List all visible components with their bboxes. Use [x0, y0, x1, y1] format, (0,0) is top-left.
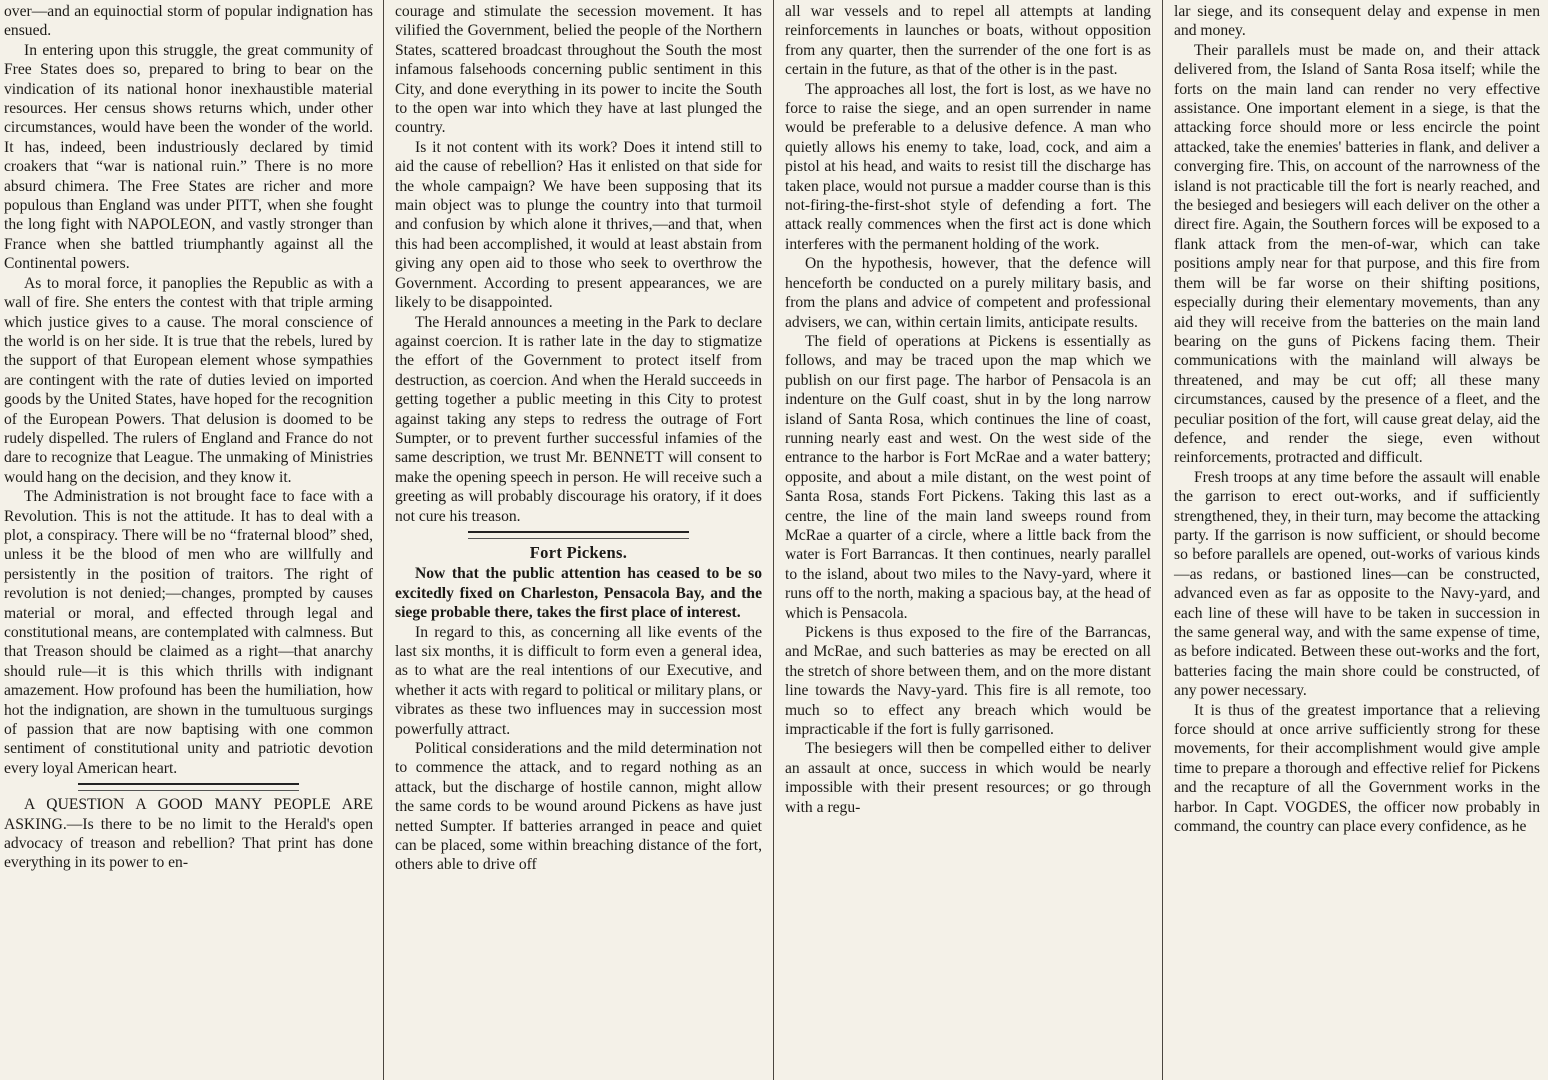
paragraph: The besiegers will then be compelled either to deliver an assault at once, success in which would be nearly impossible with their present resources; or go through with a regu- [785, 740, 1151, 816]
paragraph: It is thus of the greatest importance that a relieving force should at once arrive sufficiently strong for these movements, for their accomplishment would give ample time to prepare a thorough and effective relief for Pickens and the recapture of all the Government works in the harbor. In Capt. VOGDES, the officer now probably in command, the country can place every confidence, as he [1174, 701, 1540, 836]
paragraph: over—and an equinoctial storm of popular indignation has ensued. [4, 3, 373, 40]
paragraph: The Herald announces a meeting in the Park to declare against coercion. It is rather late in the day to stigmatize the effort of the Government to protect itself from destruction, as coercion. And when the Herald succeeds in getting together a public meeting in this City to protest against taking any steps to redress the outrage of Fort Sumpter, or to prevent further successful infamies of the same description, we trust Mr. BENNETT will consent to make the opening speech in person. He will receive such a greeting as will probably discourage his oratory, if it does not cure his treason. [395, 313, 762, 525]
paragraph: Fresh troops at any time before the assault will enable the garrison to erect out-works, and if sufficiently strengthened, they, in their turn, may become the attacking party. If the garrison is now sufficient, or should become so before parallels are opened, out-works of various kinds—as redans, or bastioned lines—can be constructed, advanced even as far as opposite to the Navy-yard, and each line of these will have to be taken in succession in the same general way, and with the same expense of time, as before indicated. Between these out-works and the fort, batteries facing the main shore could be constructed, of any power necessary. [1174, 468, 1540, 700]
section-divider [78, 783, 299, 791]
column-rule [773, 0, 774, 1080]
paragraph: Pickens is thus exposed to the fire of the Barrancas, and McRae, and such batteries as may be erected on all the stretch of shore between them, and on the more distant line towards the Navy-yard. This fire is all remote, too much so to effect any breach which would be impracticable if the fort is fully garrisoned. [785, 624, 1151, 739]
paragraph: Is it not content with its work? Does it intend still to aid the cause of rebellion? Has it enlisted on that side for the whole campaign? We have been supposing that its main object was to plunge the country into that turmoil and confusion by which alone it thrives,—and that, when this had been accomplished, it would at least abstain from giving any open aid to those who seek to overthrow the Government. According to present appearances, we are likely to be disappointed. [395, 138, 762, 312]
paragraph: In entering upon this struggle, the great community of Free States does so, prepared to bring to bear on the vindication of its national honor inexhaustible material resources. Her census shows returns which, under other circumstances, would have been the wonder of the world. It has, indeed, been industriously declared by timid croakers that “war is national ruin.” There is no more absurd chimera. The Free States are richer and more populous than England was under PITT, when she fought the long fight with NAPOLEON, and vastly stronger than France when she battled triumphantly against all the Continental powers. [4, 41, 373, 273]
paragraph: courage and stimulate the secession movement. It has vilified the Government, belied the people of the Northern States, scattered broadcast throughout the South the most infamous falsehoods concerning public sentiment in this City, and done everything in its power to incite the South to the open war into which they have at last plunged the country. [395, 3, 762, 137]
paragraph: Their parallels must be made on, and their attack delivered from, the Island of Santa Rosa itself; while the forts on the main land can render no very effective assistance. One important element in a siege, is that the attacking force should more or less encircle the point attacked, take the enemies' batteries in flank, and deliver a converging fire. This, on account of the narrowness of the island is not practicable till the fort is nearly reached, and the besieged and besiegers will each deliver on the other a direct fire. Again, the Southern forces will be exposed to a flank attack from the men-of-war, which can take positions amply near for that purpose, and this fire from them will be far worse on their shifting positions, especially during their elementary movements, than any aid they will receive from the batteries on the main land bearing on the guns of Pickens facing them. Their communications with the mainland will always be threatened, and may be cut off; all these many circumstances, caused by the presence of a fleet, and the peculiar position of the fort, will cause great delay, aid the defence, and render the siege, even without reinforcements, protracted and difficult. [1174, 41, 1540, 467]
section-divider [468, 531, 688, 539]
paragraph: In regard to this, as concerning all like events of the last six months, it is difficult to form even a general idea, as to what are the real intentions of our Executive, and whether it acts with regard to political or military plans, or vibrates as these two influences may in succession most powerfully attract. [395, 623, 762, 738]
paragraph: lar siege, and its consequent delay and expense in men and money. [1174, 3, 1540, 40]
paragraph: Now that the public attention has ceased to be so excitedly fixed on Charleston, Pensacola Bay, and the siege probable there, takes the first place of interest. [395, 565, 762, 622]
paragraph: The Administration is not brought face to face with a Revolution. This is not the attitude. It has to deal with a plot, a conspiracy. There will be no “fraternal blood” shed, unless it be the blood of men who are willfully and persistently in the position of traitors. The right of revolution is not denied;—changes, prompted by causes material or moral, and effected through legal and constitutional means, are contemplated with calmness. But that Treason should be claimed as a right—that anarchy should rule—it is this which thrills with indignant amazement. How profound has been the humiliation, how hot the indignation, are shown in the tumultuous surgings of passion that are now baptising with one common sentiment of constitutional unity and patriotic devotion every loyal American heart. [4, 488, 373, 777]
column-rule [1162, 0, 1163, 1080]
column-2 [389, 0, 768, 1080]
paragraph: The field of operations at Pickens is essentially as follows, and may be traced upon the map which we publish on our first page. The harbor of Pensacola is an indenture on the Gulf coast, shut in by the long narrow island of Santa Rosa, which continues the line of coast, running nearly east and west. On the west side of the entrance to the harbor is Fort McRae and a water battery; opposite, and about a mile distant, on the west point of Santa Rosa, stands Fort Pickens. Taking this last as a centre, the line of the main land sweeps round from McRae a quarter of a circle, where a little back from the water is Fort Barrancas. It then continues, nearly parallel to the island, about two miles to the Navy-yard, where it runs off to the north, making a spacious bay, at the head of which is Pensacola. [785, 332, 1151, 622]
article-heading: Fort Pickens. [529, 542, 628, 562]
column-4 [1168, 0, 1548, 1080]
paragraph: The approaches all lost, the fort is lost, as we have no force to raise the siege, and an open surrender in name would be preferable to a delusive defence. A man who quietly allows his enemy to take, load, cock, and aim a pistol at his head, and waits to resist till the discharge has taken place, would not pursue a madder course than is this not-firing-the-first-shot style of defending a fort. The attack really commences when the first act is done which interferes with the permanent holding of the work. [785, 80, 1151, 253]
paragraph: On the hypothesis, however, that the defence will henceforth be conducted on a purely military basis, and from the plans and advice of competent and professional advisers, we can, within certain limits, anticipate results. [785, 255, 1151, 331]
column-1 [0, 0, 378, 1080]
column-rule [383, 0, 384, 1080]
paragraph-question-item: A QUESTION A GOOD MANY PEOPLE ARE ASKING.—Is there to be no limit to the Herald's open advocacy of treason and rebellion? That print has done everything in its power to en- [4, 796, 373, 872]
paragraph: As to moral force, it panoplies the Republic as with a wall of fire. She enters the contest with that triple arming which justice gives to a cause. The moral conscience of the world is on her side. It is true that the rebels, lured by the support of that European element whose sympathies are contingent with the rate of duties levied on imported goods by the United States, have hoped for the recognition of the European Powers. That delusion is doomed to be rudely dispelled. The rulers of England and France do not dare to recognize that League. The unmaking of Ministries would hang on the decision, and they know it. [4, 274, 373, 486]
column-3 [779, 0, 1157, 1080]
paragraph: all war vessels and to repel all attempts at landing reinforcements in launches or boats, without opposition from any quarter, then the surrender of the one fort is as certain in the future, as that of the other is in the past. [785, 3, 1151, 79]
paragraph: Political considerations and the mild determination not to commence the attack, and to regard nothing as an attack, but the discharge of hostile cannon, might allow the same cords to be wound around Pickens as have just netted Sumpter. If batteries arranged in peace and quiet can be placed, some within breaching distance of the fort, others able to drive off [395, 740, 762, 874]
